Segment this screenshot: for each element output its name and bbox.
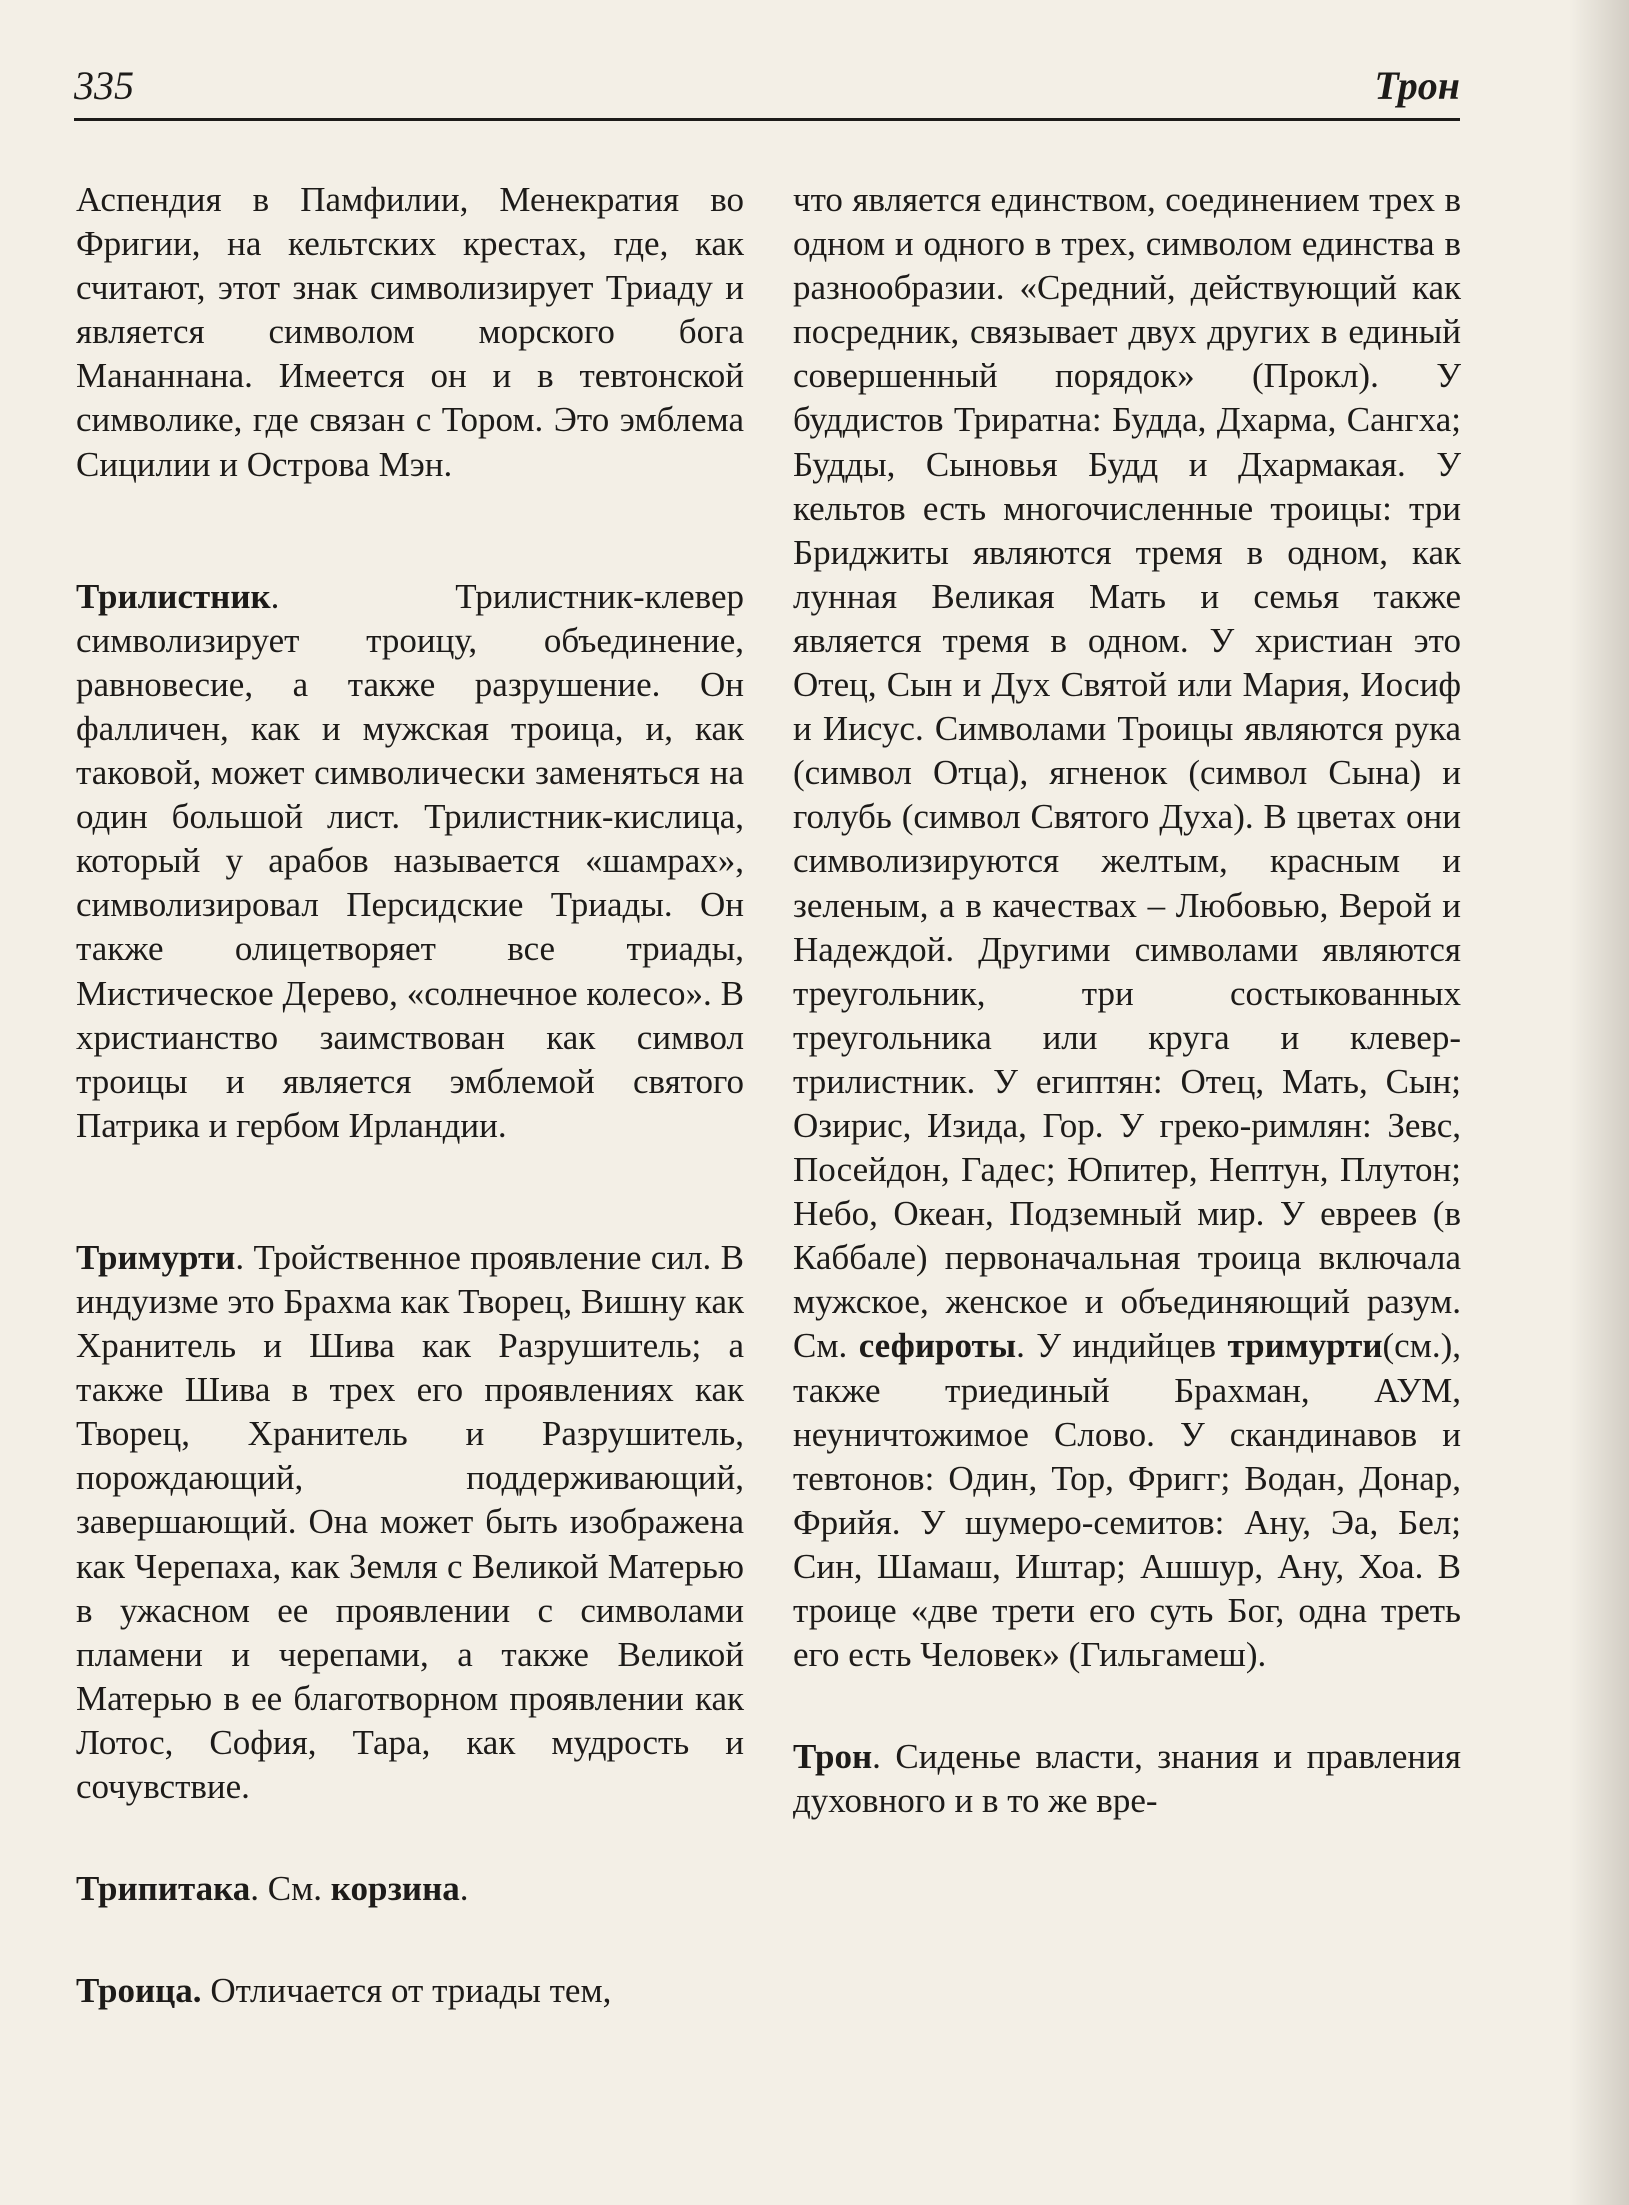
entry-trimurti — [76, 1236, 744, 1809]
cross-reference: сефироты — [858, 1326, 1017, 1366]
right-column — [793, 178, 1461, 1823]
entry-term: Троица. — [76, 1971, 202, 2011]
running-head: Трон — [1374, 63, 1460, 108]
cross-reference: тримурти — [1227, 1326, 1383, 1366]
entry-text: что является единством, соединением трех в одном и одного в трех, символом единства в разнообразии. «Средний, действующий как посредник, связывает двух других в единый совершенный порядок» (Прокл). У буддистов Триратна: Будда, Дхарма, Сангха; Будды, Сыновья Будд и Дхармакая. У кельтов есть многочисленные троицы: три Бриджиты являются тремя в одном, как лунная Великая Мать и семья также является тремя в одном. У христиан это Отец, Сын и Дух Святой или Мария, Иосиф и Иисус. Символами Троицы являются рука (символ Отца), ягненок (символ Сына) и голубь (символ Святого Духа). В цветах они символизируются желтым, красным и зеленым, а в качествах – Любовью, Верой и Надеждой. Другими символами являются треугольник, три состыкованных треугольника или круга и клевер-трилистник. У египтян: Отец, Мать, Сын; Озирис, Изида, Гор. У греко-римлян: Зевс, Посейдон, Гадес; Юпитер, Нептун, Плутон; Небо, Океан, Подземный мир. У евреев (в Каббале) первоначальная троица включала мужское, женское и объединяющий разум. См. — [793, 180, 1461, 1366]
page-number: 335 — [74, 63, 134, 108]
page-edge-shadow — [1569, 0, 1629, 2205]
entry-text: Отличается от триады тем, — [201, 1971, 612, 2011]
entry-term: Тримурти — [76, 1237, 236, 1277]
entry-text: . — [459, 1869, 469, 1909]
entry-tripitaka — [76, 1867, 744, 1911]
entry-trinity — [76, 1969, 744, 2013]
entry-throne — [793, 1735, 1461, 1823]
cross-reference: корзина — [330, 1869, 460, 1909]
entry-text: (см.), также триединый Брахман, АУМ, неуничтожимое Слово. У скандинавов и тевтонов: Один, Тор, Фригг; Водан, Донар, Фрийя. У шумеро-семитов: Ану, Эа, Бел; Син, Шамаш, Иштар; Ашшур, Ану, Хоа. В троице «две трети его суть Бог, одна треть его есть Человек» (Гильгамеш). — [793, 1326, 1461, 1675]
entry-continuation: Аспендия в Памфилии, Менекратия во Фригии, на кельтских крестах, где, как считают, этот знак символизирует Триаду и является символом морского бога Мананнана. Имеется он и в тевтонской символике, где связан с Тором. Это эмблема Сицилии и Острова Мэн. — [76, 180, 744, 484]
entry-trinity-continuation — [793, 178, 1461, 1677]
entry-term: Трилистник — [76, 576, 271, 616]
header-rule — [74, 118, 1460, 121]
entry-term: Трипитака — [76, 1869, 251, 1909]
entry-term: Трон — [793, 1737, 873, 1777]
left-column — [76, 178, 744, 2013]
entry-trefoil — [76, 575, 744, 1148]
page-header — [74, 56, 1460, 126]
entry-text: . Тройственное проявление сил. В индуизме это Брахма как Творец, Вишну как Хранитель и Шива как Разрушитель; а также Шива в трех его проявлениях как Творец, Хранитель и Разрушитель, порождающий, поддерживающий, завершающий. Она может быть изображена как Черепаха, как Земля с Великой Матерью в ужасном ее проявлении с символами пламени и черепами, а также Великой Матерью в ее благотворном проявлении как Лотос, София, Тара, как мудрость и сочувствие. — [76, 1237, 744, 1806]
entry-text: . У индийцев — [1016, 1326, 1228, 1366]
entry-text: . См. — [250, 1869, 331, 1909]
entry-text: . Трилистник-клевер символизирует троицу, объединение, равновесие, а также разрушение. Он фалличен, как и мужская троица, и, как таковой, может символически заменяться на один большой лист. Трилистник-кислица, который у арабов называется «шамрах», символизировал Персидские Триады. Он также олицетворяет все триады, Мистическое Дерево, «солнечное колесо». В христианство заимствован как символ троицы и является эмблемой святого Патрика и гербом Ирландии. — [76, 576, 744, 1145]
entry-text: . Сиденье власти, знания и правления духовного и в то же вре- — [793, 1737, 1461, 1821]
